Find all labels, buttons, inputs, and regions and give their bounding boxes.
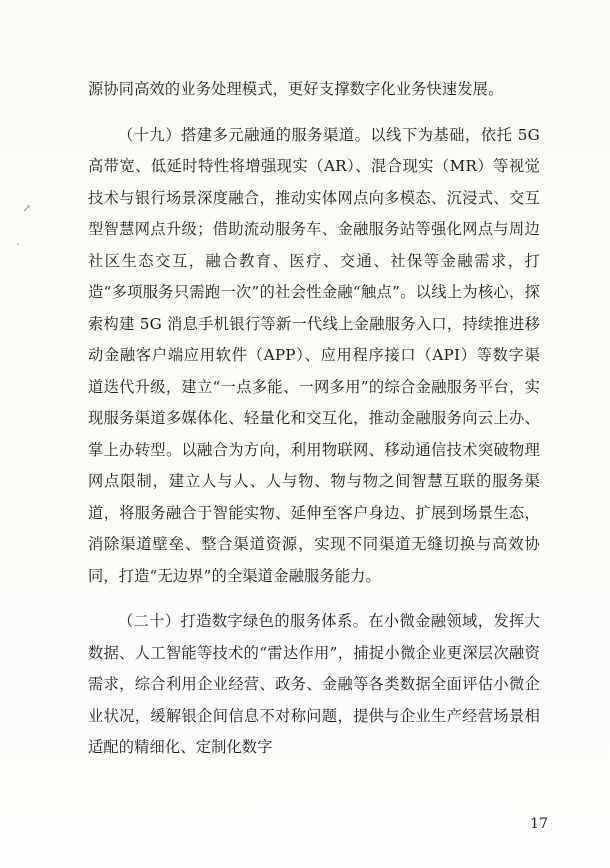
page-number: 17 [530, 816, 548, 832]
margin-annotation-mark-2: · [16, 238, 20, 251]
margin-annotation-mark-1: ↗ [22, 202, 32, 215]
page-body-text [88, 74, 540, 764]
paragraph-article-20: （二十）打造数字绿色的服务体系。在小微金融领域，发挥大数据、人工智能等技术的“雷达作用”，捕捉小微企业更深层次融资需求，综合利用企业经营、政务、金融等各类数据全面评估小微企业状况，缓解银企间信息不对称问题，提供与企业生产经营场景相适配的精细化、定制化数字 [88, 612, 540, 756]
paragraph-article-19: （十九）搭建多元融通的服务渠道。以线下为基础，依托 5G 高带宽、低延时特性将增强现实（AR）、混合现实（MR）等视觉技术与银行场景深度融合，推动实体网点向多模态、沉浸式、交互型智慧网点升级；借助流动服务车、金融服务站等强化网点与周边社区生态交互，融合教育、医疗、交通、社保等金融需求，打造“多项服务只需跑一次”的社会性金融“触点”。以线上为核心，探索构建 5G 消息手机银行等新一代线上金融服务入口，持续推进移动金融客户端应用软件（APP）、应用程序接口（API）等数字渠道迭代升级，建立“一点多能、一网多用”的综合金融服务平台，实现服务渠道多媒体化、轻量化和交互化，推动金融服务向云上办、掌上办转型。以融合为方向，利用物联网、移动通信技术突破物理网点限制，建立人与人、人与物、物与物之间智慧互联的服务渠道，将服务融合于智能实物、延伸至客户身边、扩展到场景生态，消除渠道壁垒、整合渠道资源，实现不同渠道无缝切换与高效协同，打造“无边界”的全渠道金融服务能力。 [88, 125, 540, 585]
paragraph-continuation: 源协同高效的业务处理模式，更好支撑数字化业务快速发展。 [88, 80, 504, 98]
